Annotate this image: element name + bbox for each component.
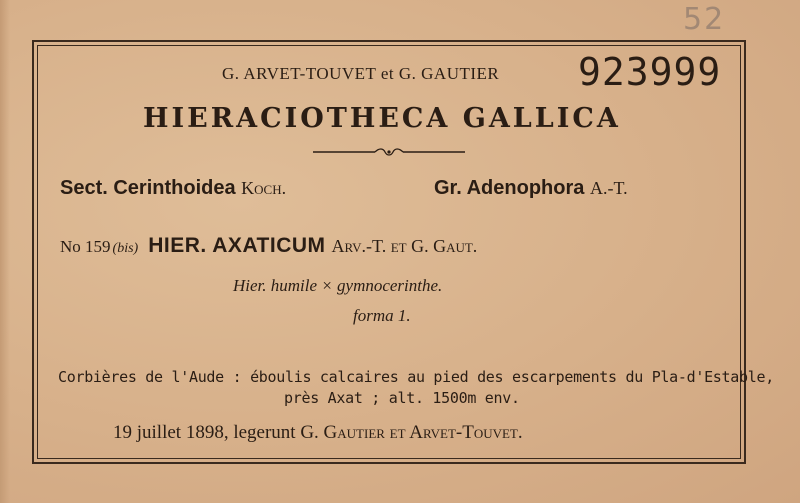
specimen-number: 923999 (578, 50, 722, 94)
species-number: No 159 (60, 237, 111, 256)
ornament-divider (313, 147, 465, 157)
collectors-header: G. ARVET-TOUVET et G. GAUTIER (222, 64, 500, 83)
group-author: A.-T. (589, 178, 628, 198)
section-label: Sect. Cerinthoidea (60, 177, 236, 199)
label-title: HIERACIOTHECA GALLICA (143, 103, 621, 134)
locality-line-2: près Axat ; alt. 1500m env. (284, 389, 520, 407)
pencil-annotation: 52 (683, 2, 726, 37)
group-line (434, 177, 628, 200)
group-label: Gr. Adenophora (434, 177, 585, 199)
species-name: HIER. AXATICUM (148, 234, 326, 257)
paper-edge (0, 0, 10, 503)
species-author: Arv.-T. et G. Gaut. (331, 236, 478, 256)
species-bis: (bis) (112, 241, 139, 256)
collection-collectors: G. Gautier et Arvet-Touvet. (300, 422, 523, 443)
hybrid-formula: Hier. humile × gymnocerinthe. (233, 276, 443, 295)
species-line (60, 233, 477, 258)
locality-line-1: Corbières de l'Aude : éboulis calcaires au pied des escarpements du Pla-d'Estable, (58, 368, 774, 386)
section-line (60, 177, 286, 200)
section-author: Koch. (241, 178, 287, 198)
forma-line: forma 1. (353, 306, 411, 325)
collection-date: 19 juillet 1898, legerunt (113, 422, 296, 443)
collection-line (113, 422, 523, 444)
